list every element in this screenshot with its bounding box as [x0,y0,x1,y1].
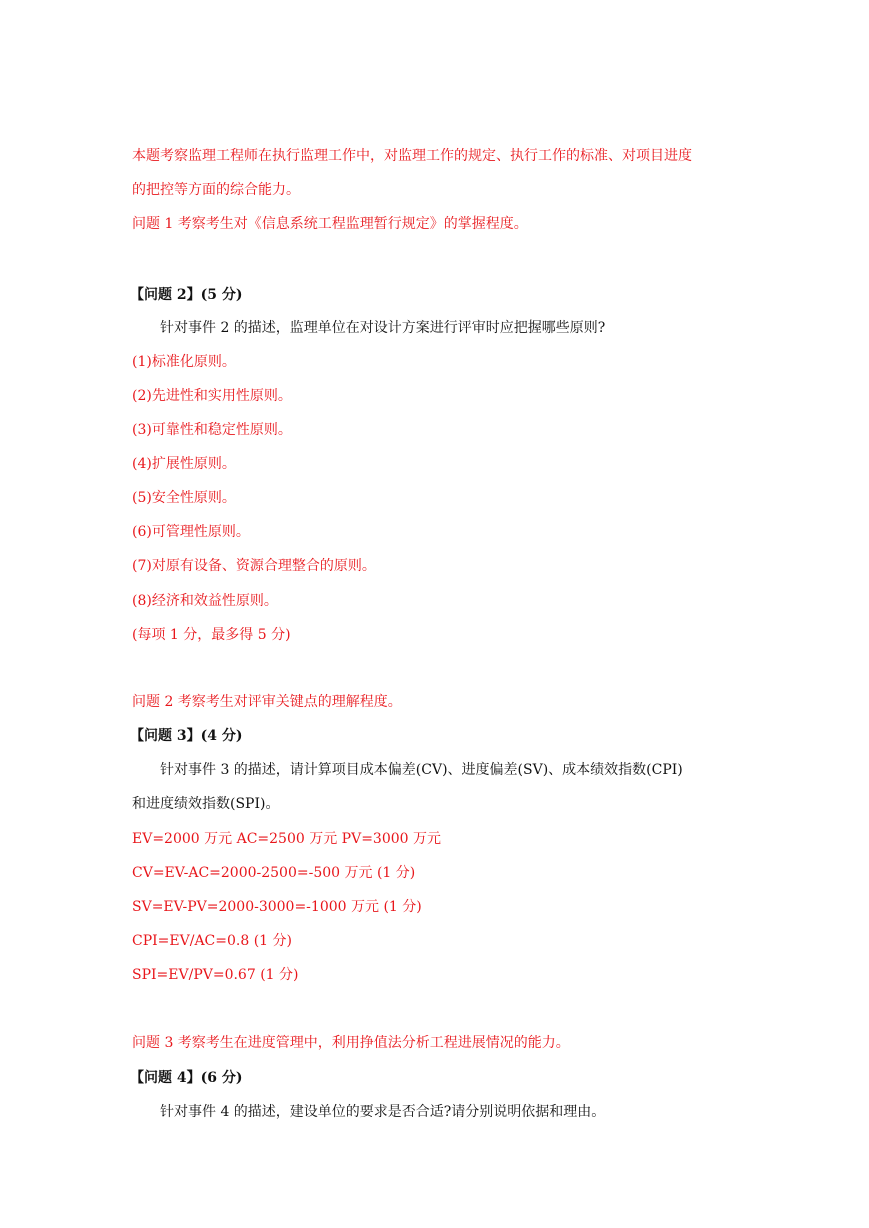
q2-note: 问题 2 考察考生对评审关键点的理解程度。 [132,694,402,710]
intro-line-2: 的把控等方面的综合能力。 [132,182,300,198]
q4-question: 针对事件 4 的描述，建设单位的要求是否合适?请分别说明依据和理由。 [160,1104,606,1120]
q2-answer: (6)可管理性原则。 [132,524,250,540]
intro-line-1: 本题考察监理工程师在执行监理工作中，对监理工作的规定、执行工作的标准、对项目进度 [132,148,692,164]
q2-question: 针对事件 2 的描述，监理单位在对设计方案进行评审时应把握哪些原则? [160,320,606,336]
q1-note: 问题 1 考察考生对《信息系统工程监理暂行规定》的掌握程度。 [132,216,528,232]
q2-answer: (7)对原有设备、资源合理整合的原则。 [132,558,376,574]
q3-answer: SPI=EV/PV=0.67 (1 分) [132,967,299,983]
q2-answer: (2)先进性和实用性原则。 [132,388,292,404]
q3-heading: 【问题 3】(4 分) [130,728,243,744]
q3-note: 问题 3 考察考生在进度管理中，利用挣值法分析工程进展情况的能力。 [132,1035,570,1051]
q2-scoring: (每项 1 分，最多得 5 分) [132,627,291,643]
q3-answer: CV=EV-AC=2000-2500=-500 万元 (1 分) [132,865,416,881]
q2-answer: (8)经济和效益性原则。 [132,593,278,609]
q3-answer: CPI=EV/AC=0.8 (1 分) [132,933,292,949]
q2-answer: (5)安全性原则。 [132,490,236,506]
q2-answer: (1)标准化原则。 [132,354,236,370]
q3-question-line-1: 针对事件 3 的描述，请计算项目成本偏差(CV)、进度偏差(SV)、成本绩效指数(CPI) [160,762,683,778]
q4-heading: 【问题 4】(6 分) [130,1070,243,1086]
q3-answer: SV=EV-PV=2000-3000=-1000 万元 (1 分) [132,899,422,915]
q2-heading: 【问题 2】(5 分) [130,287,243,303]
q3-question-line-2: 和进度绩效指数(SPI)。 [132,796,280,812]
q2-answer: (3)可靠性和稳定性原则。 [132,422,292,438]
q3-answer: EV=2000 万元 AC=2500 万元 PV=3000 万元 [132,831,442,847]
q2-answer: (4)扩展性原则。 [132,456,236,472]
